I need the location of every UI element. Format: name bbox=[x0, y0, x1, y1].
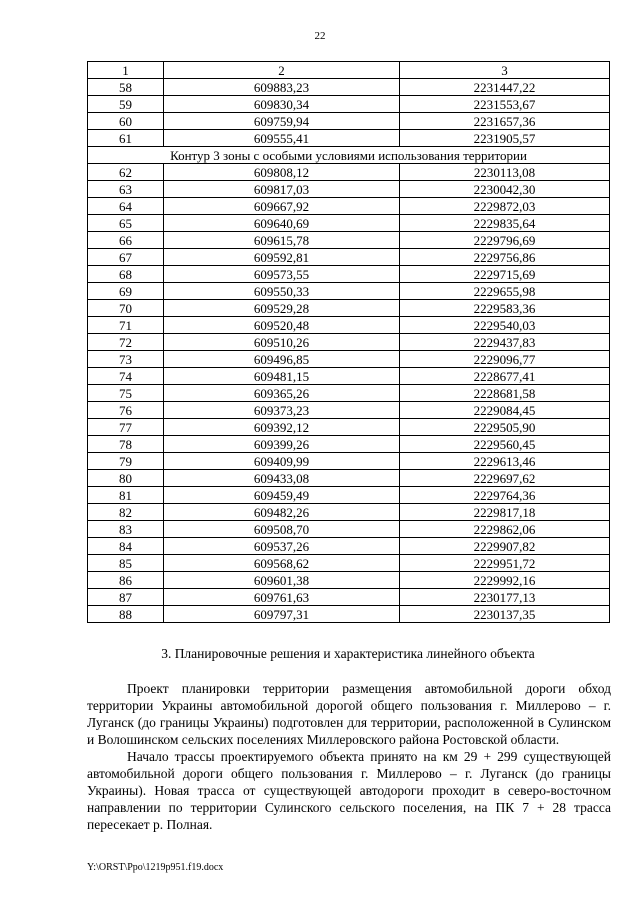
y-coordinate: 2229715,69 bbox=[400, 266, 610, 283]
table-row bbox=[88, 385, 610, 402]
paragraph: Начало трассы проектируемого объекта принято на км 29 + 299 существующей автомобильной дороги общего пользования г. Миллерово – г. Луганск (до границы Украины). Новая трасса от существующей автодороги проходит в северо-восточном направлении по территории Сулинского сельского поселения, на ПК 7 + 28 трасса пересекает р. Полная. bbox=[87, 749, 611, 832]
table-row bbox=[88, 521, 610, 538]
table-row bbox=[88, 317, 610, 334]
y-coordinate: 2229437,83 bbox=[400, 334, 610, 351]
point-number: 63 bbox=[88, 181, 164, 198]
y-coordinate: 2230177,13 bbox=[400, 589, 610, 606]
table-row bbox=[88, 453, 610, 470]
y-coordinate: 2229992,16 bbox=[400, 572, 610, 589]
x-coordinate: 609459,49 bbox=[164, 487, 400, 504]
table-row bbox=[88, 572, 610, 589]
x-coordinate: 609550,33 bbox=[164, 283, 400, 300]
table-row bbox=[88, 419, 610, 436]
y-coordinate: 2229096,77 bbox=[400, 351, 610, 368]
x-coordinate: 609520,48 bbox=[164, 317, 400, 334]
page-number: 22 bbox=[314, 30, 326, 42]
y-coordinate: 2229764,36 bbox=[400, 487, 610, 504]
table-row bbox=[88, 334, 610, 351]
x-coordinate: 609573,55 bbox=[164, 266, 400, 283]
point-number: 79 bbox=[88, 453, 164, 470]
x-coordinate: 609365,26 bbox=[164, 385, 400, 402]
x-coordinate: 609592,81 bbox=[164, 249, 400, 266]
x-coordinate: 609601,38 bbox=[164, 572, 400, 589]
y-coordinate: 2231657,36 bbox=[400, 113, 610, 130]
x-coordinate: 609761,63 bbox=[164, 589, 400, 606]
x-coordinate: 609508,70 bbox=[164, 521, 400, 538]
point-number: 83 bbox=[88, 521, 164, 538]
y-coordinate: 2229613,46 bbox=[400, 453, 610, 470]
x-coordinate: 609568,62 bbox=[164, 555, 400, 572]
point-number: 69 bbox=[88, 283, 164, 300]
header-col-3: 3 bbox=[400, 62, 610, 79]
x-coordinate: 609797,31 bbox=[164, 606, 400, 623]
point-number: 70 bbox=[88, 300, 164, 317]
x-coordinate: 609615,78 bbox=[164, 232, 400, 249]
point-number: 59 bbox=[88, 96, 164, 113]
table-row bbox=[88, 266, 610, 283]
x-coordinate: 609529,28 bbox=[164, 300, 400, 317]
y-coordinate: 2229907,82 bbox=[400, 538, 610, 555]
point-number: 88 bbox=[88, 606, 164, 623]
table-row bbox=[88, 436, 610, 453]
point-number: 66 bbox=[88, 232, 164, 249]
point-number: 64 bbox=[88, 198, 164, 215]
y-coordinate: 2229951,72 bbox=[400, 555, 610, 572]
table-row bbox=[88, 79, 610, 96]
table-row bbox=[88, 606, 610, 623]
header-col-1: 1 bbox=[88, 62, 164, 79]
point-number: 76 bbox=[88, 402, 164, 419]
y-coordinate: 2231553,67 bbox=[400, 96, 610, 113]
y-coordinate: 2229697,62 bbox=[400, 470, 610, 487]
header-col-2: 2 bbox=[164, 62, 400, 79]
y-coordinate: 2229505,90 bbox=[400, 419, 610, 436]
y-coordinate: 2230137,35 bbox=[400, 606, 610, 623]
table-row bbox=[88, 487, 610, 504]
y-coordinate: 2229796,69 bbox=[400, 232, 610, 249]
table-row bbox=[88, 351, 610, 368]
table-row bbox=[88, 198, 610, 215]
point-number: 58 bbox=[88, 79, 164, 96]
x-coordinate: 609399,26 bbox=[164, 436, 400, 453]
table-row bbox=[88, 130, 610, 147]
table-row bbox=[88, 368, 610, 385]
x-coordinate: 609640,69 bbox=[164, 215, 400, 232]
y-coordinate: 2229084,45 bbox=[400, 402, 610, 419]
paragraph: Проект планировки территории размещения автомобильной дороги обход территории Украины автомобильной дорогой общего пользования г. Миллерово – г. Луганск (до границы Украины) подготовлен для территории, расположенной в Сулинском и Волошинском сельских поселениях Миллеровского района Ростовской области. bbox=[87, 681, 611, 747]
table-row bbox=[88, 555, 610, 572]
y-coordinate: 2228677,41 bbox=[400, 368, 610, 385]
point-number: 77 bbox=[88, 419, 164, 436]
x-coordinate: 609759,94 bbox=[164, 113, 400, 130]
table-row bbox=[88, 113, 610, 130]
point-number: 81 bbox=[88, 487, 164, 504]
point-number: 68 bbox=[88, 266, 164, 283]
table-row bbox=[88, 181, 610, 198]
point-number: 78 bbox=[88, 436, 164, 453]
contour-title: Контур 3 зоны с особыми условиями использования территории bbox=[88, 147, 610, 164]
contour-title-row bbox=[88, 147, 610, 164]
point-number: 73 bbox=[88, 351, 164, 368]
point-number: 60 bbox=[88, 113, 164, 130]
y-coordinate: 2231905,57 bbox=[400, 130, 610, 147]
point-number: 85 bbox=[88, 555, 164, 572]
point-number: 67 bbox=[88, 249, 164, 266]
x-coordinate: 609409,99 bbox=[164, 453, 400, 470]
x-coordinate: 609433,08 bbox=[164, 470, 400, 487]
point-number: 62 bbox=[88, 164, 164, 181]
x-coordinate: 609482,26 bbox=[164, 504, 400, 521]
table-row bbox=[88, 283, 610, 300]
y-coordinate: 2231447,22 bbox=[400, 79, 610, 96]
point-number: 75 bbox=[88, 385, 164, 402]
table-row bbox=[88, 470, 610, 487]
table-row bbox=[88, 504, 610, 521]
point-number: 71 bbox=[88, 317, 164, 334]
x-coordinate: 609667,92 bbox=[164, 198, 400, 215]
y-coordinate: 2229655,98 bbox=[400, 283, 610, 300]
table-row bbox=[88, 249, 610, 266]
x-coordinate: 609392,12 bbox=[164, 419, 400, 436]
x-coordinate: 609817,03 bbox=[164, 181, 400, 198]
body-text bbox=[87, 680, 611, 833]
table-row bbox=[88, 300, 610, 317]
table-header-row bbox=[88, 62, 610, 79]
table-row bbox=[88, 96, 610, 113]
y-coordinate: 2229872,03 bbox=[400, 198, 610, 215]
y-coordinate: 2228681,58 bbox=[400, 385, 610, 402]
x-coordinate: 609537,26 bbox=[164, 538, 400, 555]
table-row bbox=[88, 164, 610, 181]
table-row bbox=[88, 402, 610, 419]
x-coordinate: 609510,26 bbox=[164, 334, 400, 351]
y-coordinate: 2230042,30 bbox=[400, 181, 610, 198]
section-heading: 3. Планировочные решения и характеристика линейного объекта bbox=[161, 646, 535, 661]
x-coordinate: 609808,12 bbox=[164, 164, 400, 181]
x-coordinate: 609496,85 bbox=[164, 351, 400, 368]
table-row bbox=[88, 538, 610, 555]
point-number: 84 bbox=[88, 538, 164, 555]
point-number: 82 bbox=[88, 504, 164, 521]
y-coordinate: 2230113,08 bbox=[400, 164, 610, 181]
x-coordinate: 609883,23 bbox=[164, 79, 400, 96]
y-coordinate: 2229540,03 bbox=[400, 317, 610, 334]
x-coordinate: 609555,41 bbox=[164, 130, 400, 147]
point-number: 74 bbox=[88, 368, 164, 385]
table-row bbox=[88, 589, 610, 606]
point-number: 87 bbox=[88, 589, 164, 606]
point-number: 61 bbox=[88, 130, 164, 147]
y-coordinate: 2229862,06 bbox=[400, 521, 610, 538]
point-number: 72 bbox=[88, 334, 164, 351]
table-row bbox=[88, 215, 610, 232]
point-number: 86 bbox=[88, 572, 164, 589]
y-coordinate: 2229835,64 bbox=[400, 215, 610, 232]
point-number: 65 bbox=[88, 215, 164, 232]
x-coordinate: 609830,34 bbox=[164, 96, 400, 113]
y-coordinate: 2229756,86 bbox=[400, 249, 610, 266]
footer-file-path: Y:\ORST\Ppo\1219p951.f19.docx bbox=[87, 862, 224, 873]
y-coordinate: 2229817,18 bbox=[400, 504, 610, 521]
table-row bbox=[88, 232, 610, 249]
x-coordinate: 609481,15 bbox=[164, 368, 400, 385]
y-coordinate: 2229583,36 bbox=[400, 300, 610, 317]
y-coordinate: 2229560,45 bbox=[400, 436, 610, 453]
x-coordinate: 609373,23 bbox=[164, 402, 400, 419]
coordinates-table bbox=[87, 61, 610, 623]
point-number: 80 bbox=[88, 470, 164, 487]
